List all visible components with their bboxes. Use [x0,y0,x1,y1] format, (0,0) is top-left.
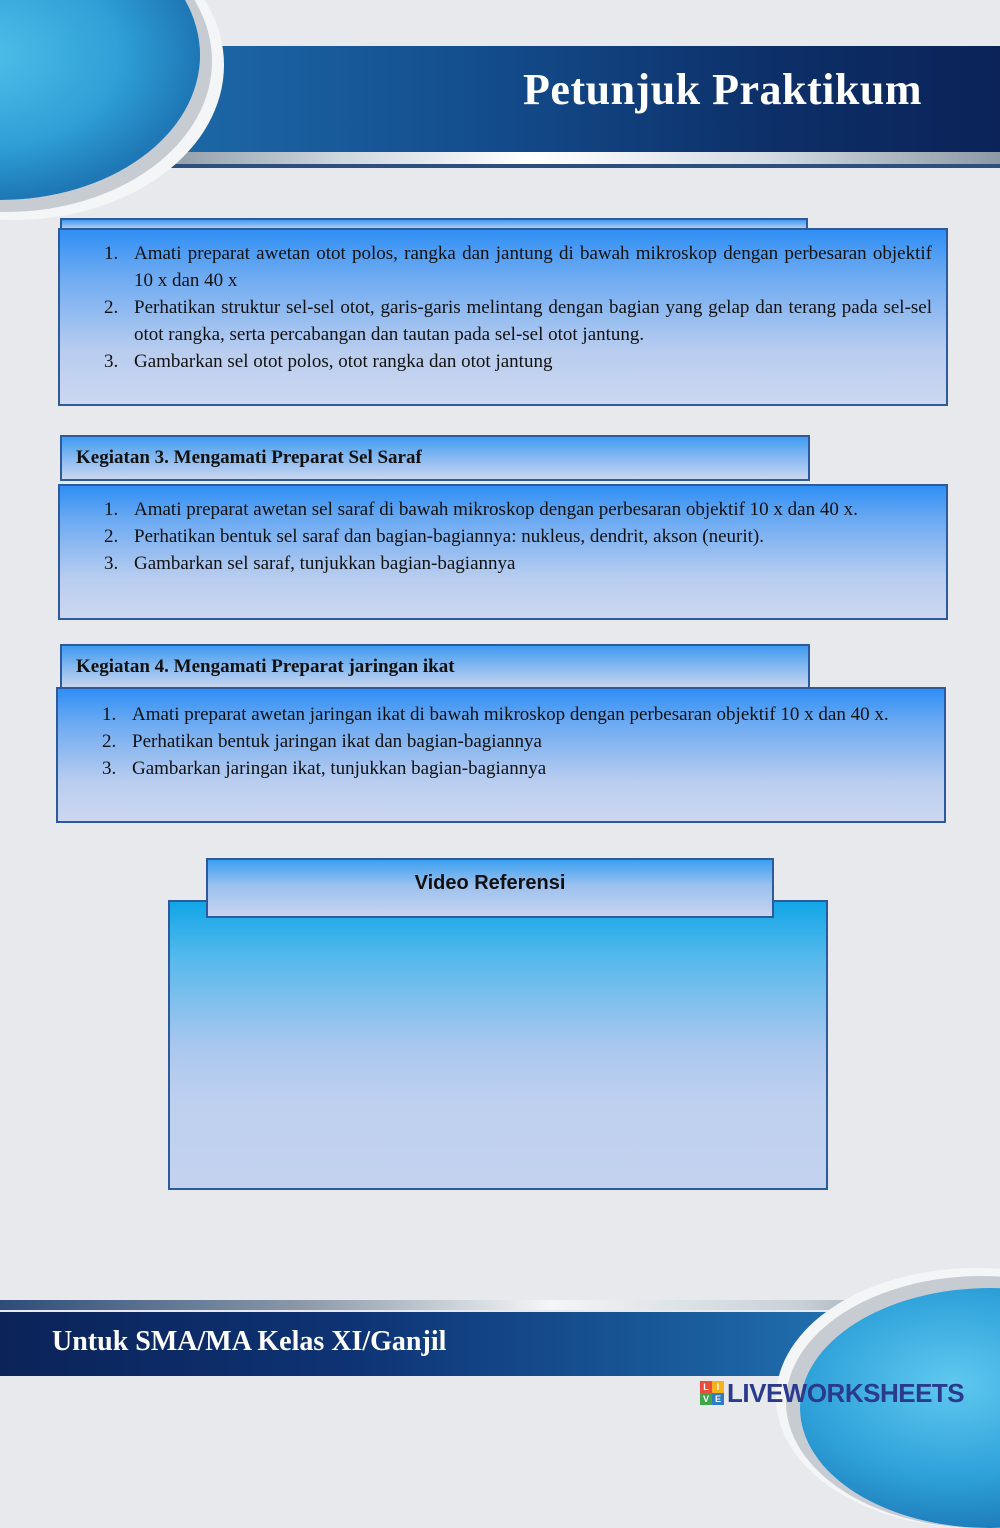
list-item: 3. Gambarkan sel otot polos, otot rangka dan otot jantung [104,351,553,372]
logo-letter: L [700,1381,712,1393]
header-divider [60,152,1000,164]
kegiatan3-instructions-box [58,484,948,620]
video-reference-tab [206,858,774,918]
kegiatan4-instruction-list [102,701,930,782]
video-embed-area[interactable] [168,900,828,1190]
footer-text: Untuk SMA/MA Kelas XI/Ganjil [52,1326,447,1357]
logo-letter: E [712,1393,724,1405]
intro-instruction-list [104,240,932,375]
intro-instructions-box [58,228,948,406]
watermark-text: LIVEWORKSHEETS [727,1377,965,1408]
header-swoosh-decoration [0,0,200,200]
kegiatan4-title-tab [60,644,810,690]
list-item: 2. Perhatikan bentuk jaringan ikat dan bagian-bagiannya [102,731,542,752]
list-item: 3. Gambarkan sel saraf, tunjukkan bagian-bagiannya [104,553,516,574]
page-title: Petunjuk Praktikum [523,65,922,114]
header-divider-line [60,164,1000,168]
list-item: 1. Amati preparat awetan sel saraf di bawah mikroskop dengan perbesaran objektif 10 x dan 40 x. [104,499,858,520]
logo-letter: I [712,1381,724,1393]
kegiatan3-title: Kegiatan 3. Mengamati Preparat Sel Saraf [76,447,422,468]
video-reference-title: Video Referensi [414,872,566,894]
list-item: 3. Gambarkan jaringan ikat, tunjukkan bagian-bagiannya [102,758,547,779]
kegiatan4-instructions-box [56,687,946,823]
list-item: 2. Perhatikan bentuk sel saraf dan bagian-bagiannya: nukleus, dendrit, akson (neurit). [104,526,764,547]
liveworksheets-watermark[interactable] [700,1378,1000,1408]
list-item: 1. Amati preparat awetan otot polos, rangka dan jantung di bawah mikroskop dengan perbesaran objektif 10 x dan 40 x [104,243,932,291]
list-item: 2. Perhatikan struktur sel-sel otot, garis-garis melintang dengan bagian yang gelap dan terang pada sel-sel otot rangka, serta percabangan dan tautan pada sel-sel otot jantung. [104,297,932,345]
footer-divider [0,1300,1000,1310]
list-item: 1. Amati preparat awetan jaringan ikat di bawah mikroskop dengan perbesaran objektif 10 x dan 40 x. [102,704,889,725]
kegiatan3-title-tab [60,435,810,481]
logo-letter: V [700,1393,712,1405]
kegiatan4-title: Kegiatan 4. Mengamati Preparat jaringan ikat [76,656,455,677]
liveworksheets-logo-icon [700,1381,724,1405]
kegiatan3-instruction-list [104,496,932,577]
